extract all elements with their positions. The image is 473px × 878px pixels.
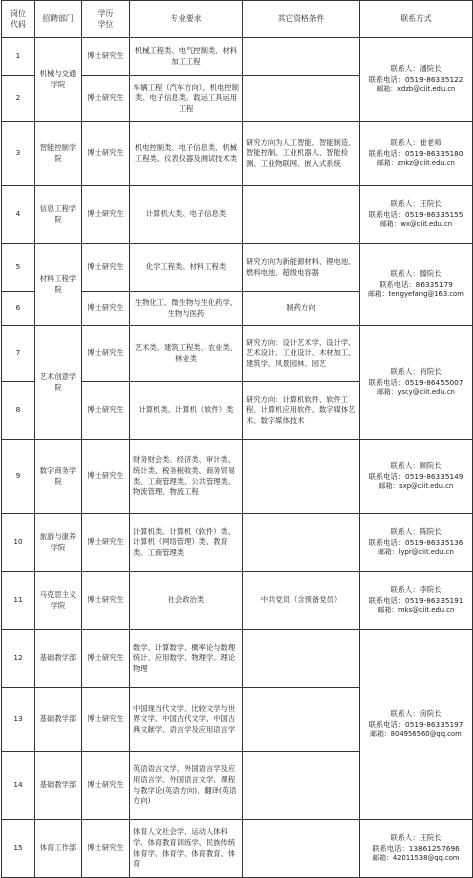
contact-phone: 联系电话：0519-86335197 bbox=[368, 719, 464, 729]
contact-email: 邮箱：lypr@ciit.edu.cn bbox=[378, 548, 454, 557]
contact-phone: 联系电话：0519-86335155 bbox=[368, 209, 464, 219]
cell-edu: 博士研究生 bbox=[82, 76, 130, 122]
cell-major: 车辆工程（汽车方向）、机电控制类、电子信息类、载运工具运用工程 bbox=[130, 76, 243, 122]
cell-major: 生物化工、微生物与生化药学、生物与医药 bbox=[130, 292, 243, 326]
cell-other bbox=[243, 752, 360, 820]
cell-other bbox=[243, 76, 360, 122]
contact-email: 邮箱：42011538@qq.com bbox=[372, 854, 460, 863]
cell-dept: 数字商务学院 bbox=[35, 440, 82, 514]
cell-dept: 艺术创意学院 bbox=[35, 326, 82, 440]
cell-major: 机械工程类、电气控制类、材料加工工程 bbox=[130, 38, 243, 76]
contact-email: 邮箱：wx@ciit.edu.cn bbox=[379, 220, 453, 229]
cell-other bbox=[243, 630, 360, 688]
cell-dept: 材料工程学院 bbox=[35, 244, 82, 326]
contact-phone: 联系电话：13861257696 bbox=[372, 843, 460, 853]
cell-other bbox=[243, 440, 360, 514]
header-department: 招聘部门 bbox=[35, 1, 82, 38]
contact-phone: 联系电话：0519-86335136 bbox=[368, 537, 464, 547]
contact-name: 联系人：崔老师 bbox=[390, 138, 442, 147]
cell-major: 计算机类、计算机（软件）类 bbox=[130, 382, 243, 440]
contact-name: 联系人：肖院长 bbox=[390, 367, 442, 376]
contact-name: 联系人：潘院长 bbox=[390, 64, 442, 73]
cell-contact bbox=[360, 820, 473, 878]
cell-no: 4 bbox=[2, 186, 35, 244]
cell-edu: 博士研究生 bbox=[82, 326, 130, 382]
cell-edu: 博士研究生 bbox=[82, 820, 130, 878]
table-row bbox=[2, 572, 473, 630]
table-header-row bbox=[2, 1, 473, 38]
cell-dept: 基础教学部 bbox=[35, 630, 82, 688]
cell-contact bbox=[360, 440, 473, 514]
cell-other: 研究方向为人工智能、智能制造、智能控制、工业机器人、智能检测、工业物联网、嵌入式系统 bbox=[243, 122, 360, 186]
recruitment-table bbox=[1, 0, 473, 878]
cell-no: 5 bbox=[2, 244, 35, 292]
cell-edu: 博士研究生 bbox=[82, 752, 130, 820]
table-row bbox=[2, 186, 473, 244]
cell-no: 13 bbox=[2, 688, 35, 752]
contact-email: 邮箱：tengyefang@163.com bbox=[368, 290, 464, 299]
table-row bbox=[2, 440, 473, 514]
cell-no: 10 bbox=[2, 514, 35, 572]
cell-no: 11 bbox=[2, 572, 35, 630]
cell-contact bbox=[360, 244, 473, 326]
cell-major: 化学工程类、材料工程类 bbox=[130, 244, 243, 292]
table-row bbox=[2, 122, 473, 186]
header-other: 其它资格条件 bbox=[243, 1, 360, 38]
cell-other: 研究方向：设计艺术学、设计学、艺术设计、工业设计、木材加工、建筑学、风景园林、园艺 bbox=[243, 326, 360, 382]
cell-other: 中共党员（含预备党员） bbox=[243, 572, 360, 630]
table-row bbox=[2, 244, 473, 292]
cell-contact bbox=[360, 326, 473, 440]
header-education: 学历 学位 bbox=[82, 1, 130, 38]
contact-phone: 联系电话：0519-86335180 bbox=[368, 148, 464, 158]
cell-dept: 信息工程学院 bbox=[35, 186, 82, 244]
contact-email: 邮箱：804956560@qq.com bbox=[370, 730, 462, 739]
cell-contact bbox=[360, 186, 473, 244]
cell-dept: 机械与交通学院 bbox=[35, 38, 82, 122]
cell-contact bbox=[360, 630, 473, 820]
cell-major: 体育人文社会学、运动人体科学、体育教育训练学、民族传统体育学、体育学、体育教育、体育 bbox=[130, 820, 243, 878]
cell-edu: 博士研究生 bbox=[82, 38, 130, 76]
cell-no: 14 bbox=[2, 752, 35, 820]
table-row bbox=[2, 820, 473, 878]
cell-other: 研究方向：计算机软件、软件工程、计算机应用软件、数字媒体艺术、数字媒体技术 bbox=[243, 382, 360, 440]
cell-edu: 博士研究生 bbox=[82, 572, 130, 630]
cell-no: 2 bbox=[2, 76, 35, 122]
cell-dept: 基础教学部 bbox=[35, 752, 82, 820]
cell-contact bbox=[360, 122, 473, 186]
cell-contact bbox=[360, 38, 473, 122]
table-row bbox=[2, 514, 473, 572]
cell-other bbox=[243, 688, 360, 752]
header-position-code: 岗位 代码 bbox=[2, 1, 35, 38]
cell-no: 1 bbox=[2, 38, 35, 76]
cell-major: 计算机类、计算机（软件）类、计算机（网络管理）类、教育类、工商管理类 bbox=[130, 514, 243, 572]
cell-contact bbox=[360, 572, 473, 630]
header-major: 专业要求 bbox=[130, 1, 243, 38]
contact-name: 联系人：李院长 bbox=[390, 585, 442, 594]
cell-dept: 马克思主义学院 bbox=[35, 572, 82, 630]
contact-name: 联系人：顾院长 bbox=[390, 461, 442, 470]
header-contact: 联系方式 bbox=[360, 1, 473, 38]
cell-no: 8 bbox=[2, 382, 35, 440]
cell-dept: 智能控制学院 bbox=[35, 122, 82, 186]
cell-dept: 基础教学部 bbox=[35, 688, 82, 752]
cell-no: 7 bbox=[2, 326, 35, 382]
cell-other: 制药方向 bbox=[243, 292, 360, 326]
cell-major: 中国现当代文学、比较文学与世界文学、中国古代文学、中国古典文献学、语言学及应用语言学 bbox=[130, 688, 243, 752]
contact-email: 邮箱：mks@ciit.edu.cn bbox=[377, 606, 455, 615]
cell-no: 3 bbox=[2, 122, 35, 186]
table-row bbox=[2, 630, 473, 688]
cell-major: 财务财会类、经济类、审计类、统计类、税务税收类、商务贸易类、工商管理类、公共管理类、物流管理、物流工程 bbox=[130, 440, 243, 514]
cell-major: 社会政治类 bbox=[130, 572, 243, 630]
contact-phone: 联系电话：0519-86335122 bbox=[368, 74, 464, 84]
contact-phone: 联系电话：0519-86335149 bbox=[368, 471, 464, 481]
cell-no: 9 bbox=[2, 440, 35, 514]
contact-name: 联系人：滕院长 bbox=[390, 269, 442, 278]
cell-other: 研究方向为新能源材料、锂电池、燃料电池、超级电容器 bbox=[243, 244, 360, 292]
contact-name: 联系人：房院长 bbox=[390, 709, 442, 718]
contact-email: 邮箱：xdzb@ciit.edu.cn bbox=[376, 85, 456, 94]
cell-no: 15 bbox=[2, 820, 35, 878]
table-row bbox=[2, 326, 473, 382]
cell-edu: 博士研究生 bbox=[82, 630, 130, 688]
cell-major: 艺术类、建筑工程类、农业类、林业类 bbox=[130, 326, 243, 382]
cell-dept: 旅游与康养学院 bbox=[35, 514, 82, 572]
cell-other bbox=[243, 186, 360, 244]
contact-email: 邮箱：znkz@ciit.edu.cn bbox=[377, 159, 455, 168]
cell-major: 英语语言文学、外国语言学及应用语言学、外国语言文学、课程与教学论(英语方向)、翻译(英语方向) bbox=[130, 752, 243, 820]
contact-phone: 联系电话：86335179 bbox=[379, 279, 453, 289]
cell-edu: 博士研究生 bbox=[82, 514, 130, 572]
contact-name: 联系人：王院长 bbox=[390, 199, 442, 208]
cell-other bbox=[243, 514, 360, 572]
cell-no: 12 bbox=[2, 630, 35, 688]
cell-edu: 博士研究生 bbox=[82, 382, 130, 440]
contact-email: 邮箱：sxp@ciit.edu.cn bbox=[378, 482, 454, 491]
contact-phone: 联系电话：0519-86335191 bbox=[368, 595, 464, 605]
cell-dept: 体育工作部 bbox=[35, 820, 82, 878]
cell-major: 计算机大类、电子信息类 bbox=[130, 186, 243, 244]
cell-other bbox=[243, 820, 360, 878]
cell-edu: 博士研究生 bbox=[82, 186, 130, 244]
cell-edu: 博士研究生 bbox=[82, 292, 130, 326]
cell-edu: 博士研究生 bbox=[82, 122, 130, 186]
contact-name: 联系人：陈院长 bbox=[390, 527, 442, 536]
contact-phone: 联系电话：0519-86455007 bbox=[368, 377, 464, 387]
cell-edu: 博士研究生 bbox=[82, 244, 130, 292]
cell-contact bbox=[360, 514, 473, 572]
cell-major: 机电控制类、电子信息类、机械工程类、仪表仪器及测试技术类 bbox=[130, 122, 243, 186]
table-row bbox=[2, 38, 473, 76]
cell-edu: 博士研究生 bbox=[82, 688, 130, 752]
cell-other bbox=[243, 38, 360, 76]
contact-email: 邮箱：yscy@ciit.edu.cn bbox=[377, 388, 455, 397]
cell-edu: 博士研究生 bbox=[82, 440, 130, 514]
contact-name: 联系人：王院长 bbox=[390, 833, 442, 842]
cell-major: 数学、计算数学、概率论与数理统计、应用数学、物理学、理论物理 bbox=[130, 630, 243, 688]
cell-no: 6 bbox=[2, 292, 35, 326]
